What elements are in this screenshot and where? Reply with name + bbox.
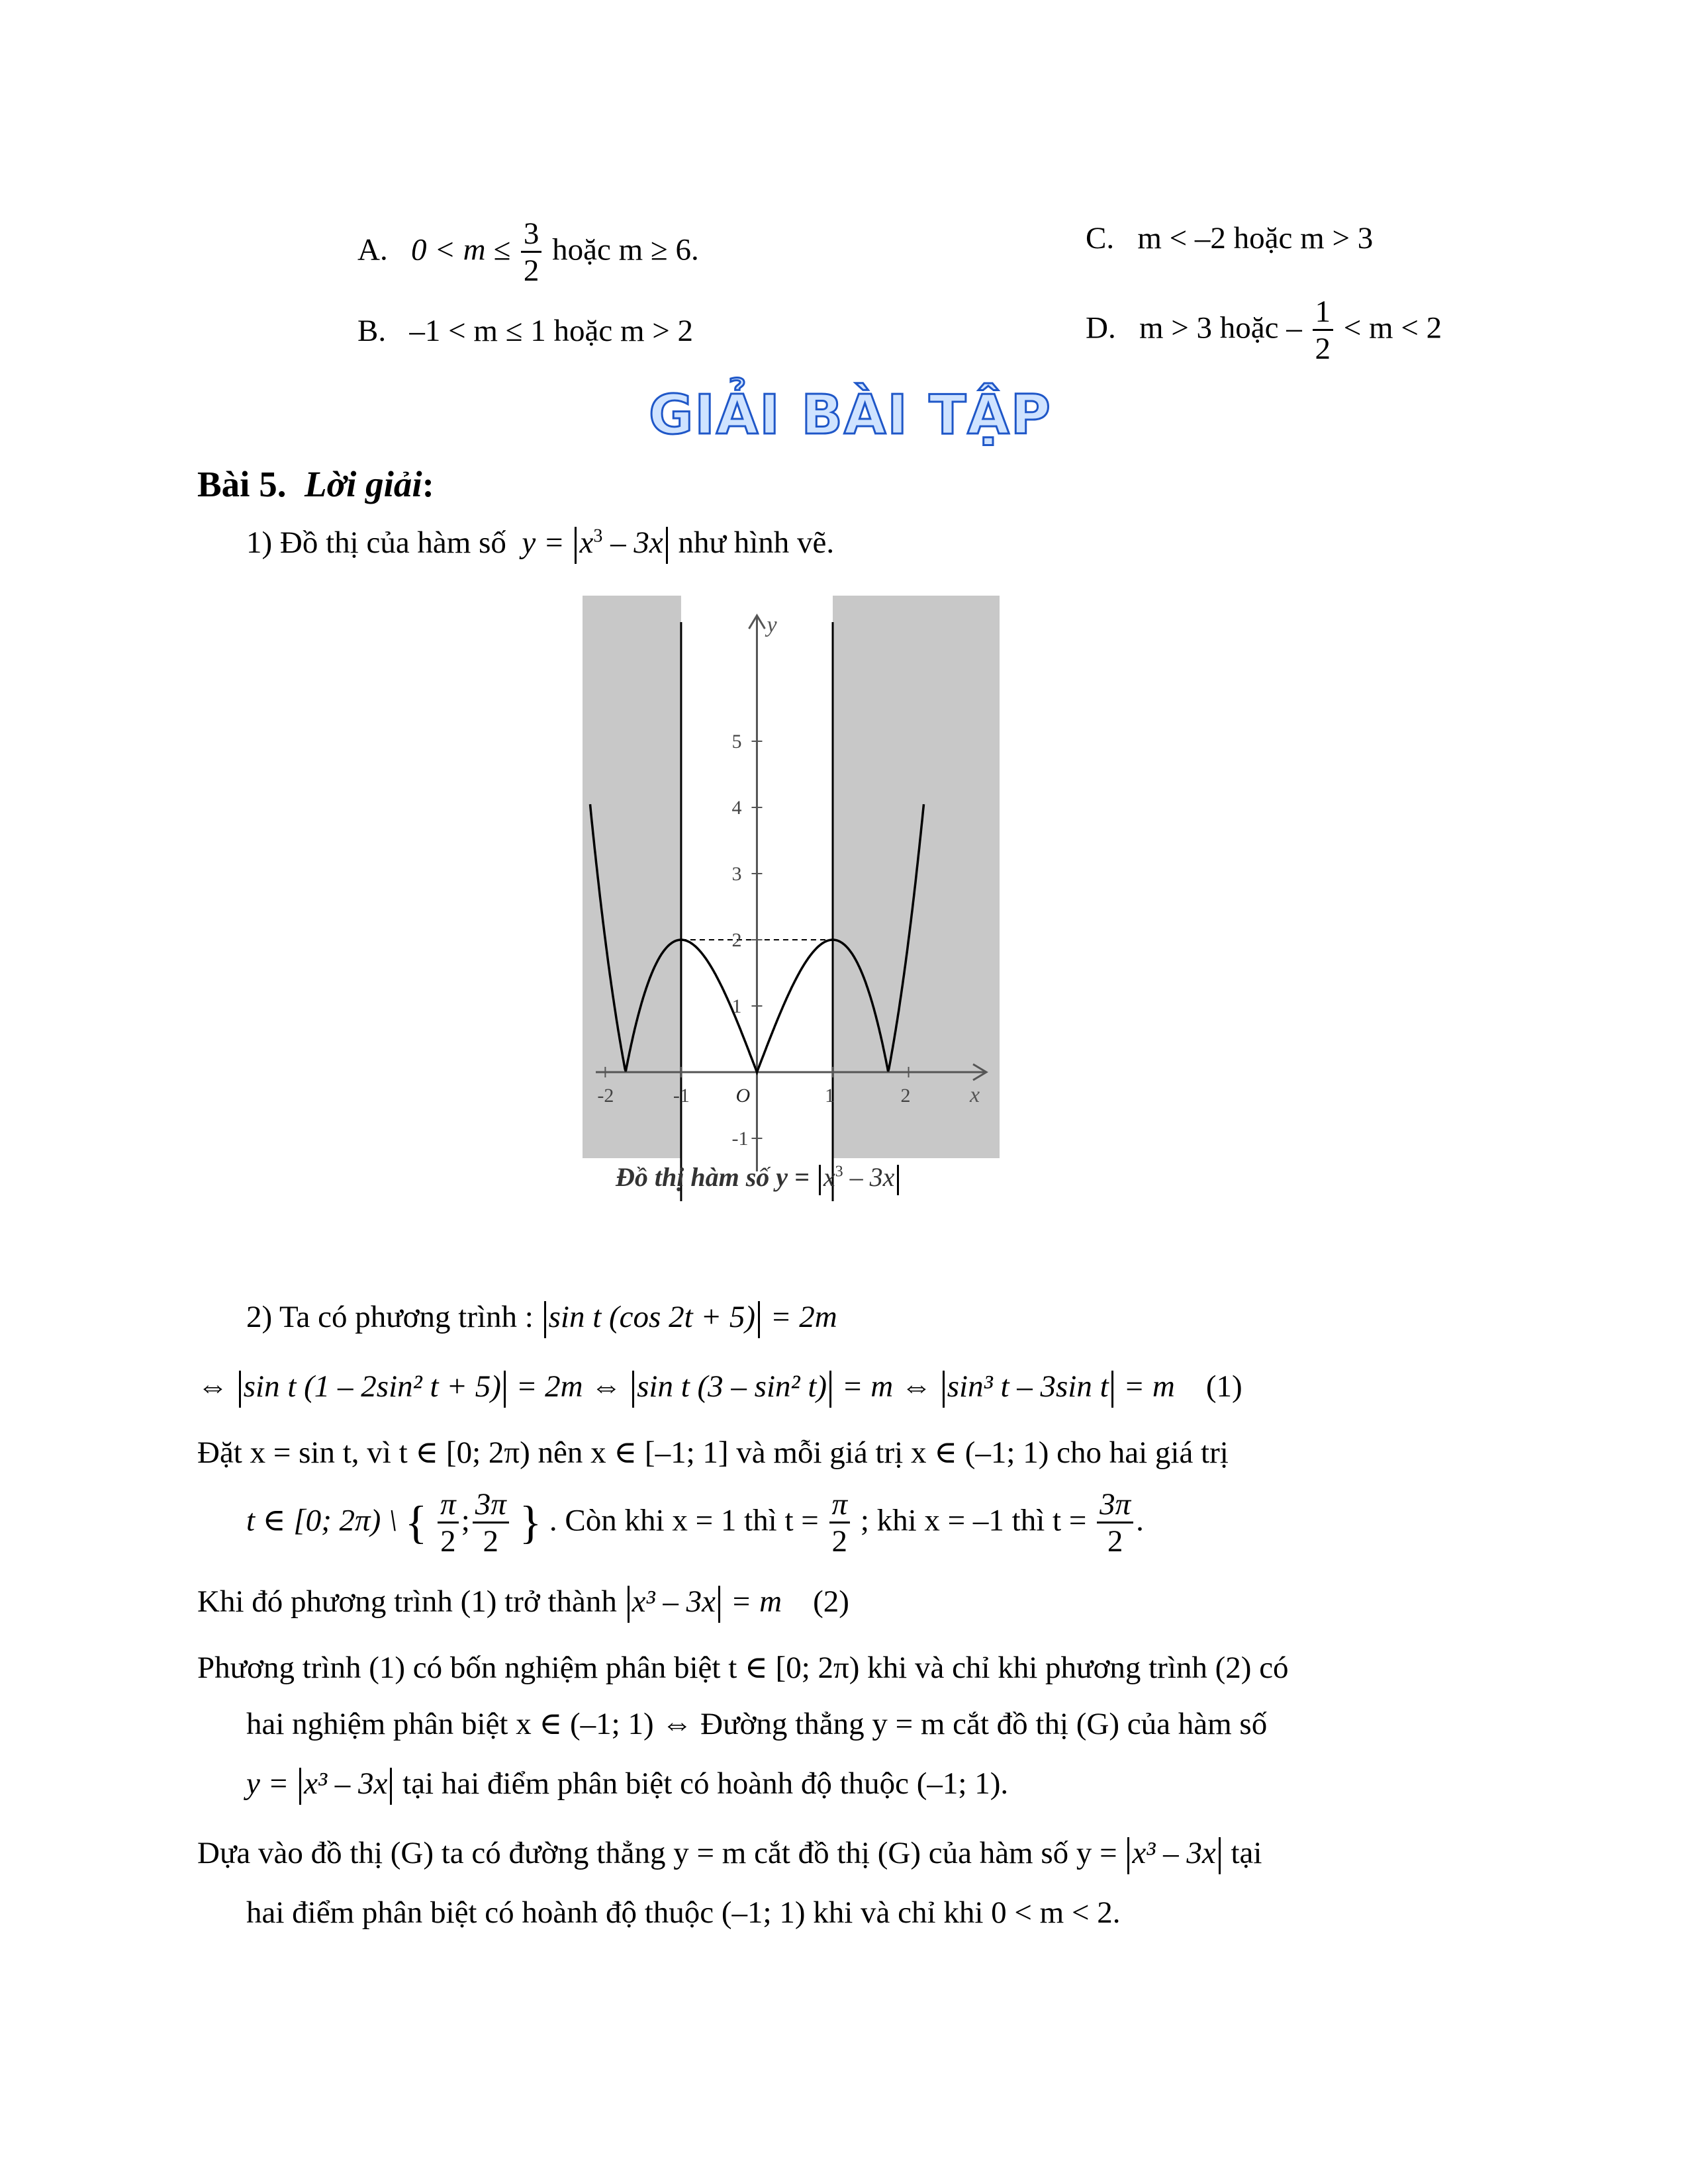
choice-d-denominator: 2 [1315,332,1331,366]
set-separator: ; [461,1503,470,1538]
choice-c [1086,218,1373,258]
set-open-brace: { [404,1497,428,1549]
abs-bar [299,1768,301,1805]
part2-line8 [246,1764,1008,1805]
caption-exp: 3 [835,1163,843,1181]
choice-a-label: A. [357,232,388,267]
part2-line6: Phương trình (1) có bốn nghiệm phân biệt t ∈ [0; 2π) khi và chỉ khi phương trình (2) có [197,1651,1289,1685]
line5-math: x³ – 3x [632,1584,716,1619]
part1-func-rest: – 3x [610,525,663,560]
x-tick-label--2: -2 [597,1085,614,1107]
choice-d-fraction [1313,296,1334,365]
x-tick-label-2: 2 [900,1085,911,1107]
graph-caption [616,1161,902,1195]
frac-t1-num: π [829,1489,851,1524]
choice-d-numerator: 1 [1313,296,1334,331]
caption-pre: Đồ thị hàm số y = [616,1162,810,1192]
line4-pre: t ∈ [0; 2π) \ [246,1503,398,1538]
equation-tag-2: (2) [813,1584,849,1619]
problem-number: Bài 5. [197,464,287,504]
iff-symbol: ⇔ [197,1369,228,1404]
heading-colon: : [422,464,434,504]
y-axis-label: y [767,613,777,637]
part1-y-eq: y = [522,525,565,560]
line5-rhs: = m [730,1584,782,1619]
part2-line2 [197,1367,1243,1408]
abs-bar [628,1586,630,1623]
frac-t2-num: 3π [1097,1489,1133,1524]
frac-3pi-2 [473,1489,509,1557]
choice-d [1086,296,1442,365]
abs-bar [943,1371,945,1408]
choice-a-fraction [521,218,542,287]
function-graph [583,596,1000,1218]
abs-bar [829,1371,831,1408]
part2-line1 [246,1297,837,1338]
y-tick-label-3: 3 [731,863,742,885]
abs-bar [632,1371,634,1408]
part2-expr2: sin t (3 – sin² t) [637,1369,827,1404]
y-tick-label-1: 1 [731,995,742,1017]
frac-3pi-den: 2 [483,1524,499,1559]
choice-b-label: B. [357,314,387,348]
frac-t1 [829,1489,851,1557]
part1-line [246,523,834,564]
equation-tag-1: (1) [1205,1369,1243,1404]
part2-line1-rhs: = 2m [770,1300,837,1334]
part2-line5 [197,1582,849,1623]
line4-mid2: ; khi x = –1 thì t = [860,1503,1087,1538]
problem-heading [197,463,434,505]
line9-pre: Dựa vào đồ thị (G) ta có đường thẳng y = m cắt đồ thị (G) của hàm số y = [197,1836,1117,1870]
solution-label: Lời giải [304,464,422,504]
part2-line1-pre: 2) Ta có phương trình : [246,1300,534,1334]
line5-pre: Khi đó phương trình (1) trở thành [197,1584,617,1619]
x-axis-label: x [970,1083,980,1107]
line8-post: tại hai điểm phân biệt có hoành độ thuộc (–1; 1). [402,1766,1009,1801]
part1-func: x [579,525,594,560]
abs-bar [1127,1837,1129,1874]
line8-math: x³ – 3x [304,1766,388,1801]
choice-d-label: D. [1086,310,1116,345]
abs-bar [1219,1837,1221,1874]
part2-line3: Đặt x = sin t, vì t ∈ [0; 2π) nên x ∈ [–1; 1] và mỗi giá trị x ∈ (–1; 1) cho hai giá trị [197,1435,1229,1470]
frac-t2 [1097,1489,1133,1557]
abs-bar-right [666,527,668,564]
part1-after: như hình vẽ. [678,525,835,560]
choice-a-rest: hoặc m ≥ 6. [552,232,699,267]
line9-post: tại [1231,1836,1262,1870]
origin-label: O [735,1085,751,1107]
solution-title: GIẢI BÀI TẬP [649,384,1052,447]
y-tick-label-4: 4 [731,797,742,819]
part2-expr1: sin t (1 – 2sin² t + 5) [243,1369,501,1404]
choice-a-numerator: 3 [521,218,542,253]
part2-line7: hai nghiệm phân biệt x ∈ (–1; 1) ⇔ Đường thẳng y = m cắt đồ thị (G) của hàm số [246,1707,1268,1741]
frac-t2-den: 2 [1107,1524,1123,1559]
abs-bar-left [575,527,577,564]
caption-bar-left [819,1165,821,1195]
abs-bar [1111,1371,1113,1408]
line4-mid1: . Còn khi x = 1 thì t = [549,1503,819,1538]
part1-exp: 3 [593,525,603,547]
caption-bar-right [897,1165,899,1195]
choice-a-inequality: 0 < m ≤ [410,232,511,267]
choice-d-post: < m < 2 [1343,310,1442,345]
part2-line9 [197,1833,1262,1874]
part1-intro: 1) Đồ thị của hàm số [246,525,506,560]
part2-expr1-rhs: = 2m ⇔ [516,1369,622,1404]
choice-a-denominator: 2 [523,253,539,288]
y-tick-label-5: 5 [731,731,742,752]
choice-c-label: C. [1086,221,1115,255]
abs-bar [718,1586,720,1623]
choice-d-pre: m > 3 hoặc – [1139,310,1302,345]
abs-bar [504,1371,506,1408]
y-tick-label--1: -1 [731,1128,749,1150]
abs-bar [390,1768,392,1805]
line4-end: . [1136,1503,1144,1538]
abs-bar [239,1371,241,1408]
frac-pi-num: π [438,1489,459,1524]
part2-expr3-rhs: = m [1123,1369,1175,1404]
choice-a [357,218,699,287]
choice-c-text: m < –2 hoặc m > 3 [1137,221,1374,255]
caption-func: x [823,1162,835,1192]
abs-bar [544,1301,546,1338]
part2-line4 [246,1489,1144,1557]
frac-pi-2 [438,1489,459,1557]
abs-bar [758,1301,760,1338]
part2-line1-math: sin t (cos 2t + 5) [548,1300,755,1334]
line9-math: x³ – 3x [1132,1836,1216,1870]
part2-expr2-rhs: = m ⇔ [841,1369,932,1404]
frac-pi-den: 2 [440,1524,456,1559]
choice-b [357,311,693,351]
x-tick-label-1: 1 [825,1085,835,1107]
set-close-brace: } [519,1497,542,1549]
part2-expr3: sin³ t – 3sin t [947,1369,1109,1404]
part2-line10: hai điểm phân biệt có hoành độ thuộc (–1; 1) khi và chỉ khi 0 < m < 2. [246,1895,1121,1930]
y-tick-label-2: 2 [731,929,742,951]
x-tick-label--1: -1 [673,1085,690,1107]
choice-b-text: –1 < m ≤ 1 hoặc m > 2 [409,314,694,348]
caption-rest: – 3x [849,1162,895,1192]
frac-3pi-num: 3π [473,1489,509,1524]
frac-t1-den: 2 [831,1524,848,1559]
line8-pre: y = [246,1766,289,1801]
